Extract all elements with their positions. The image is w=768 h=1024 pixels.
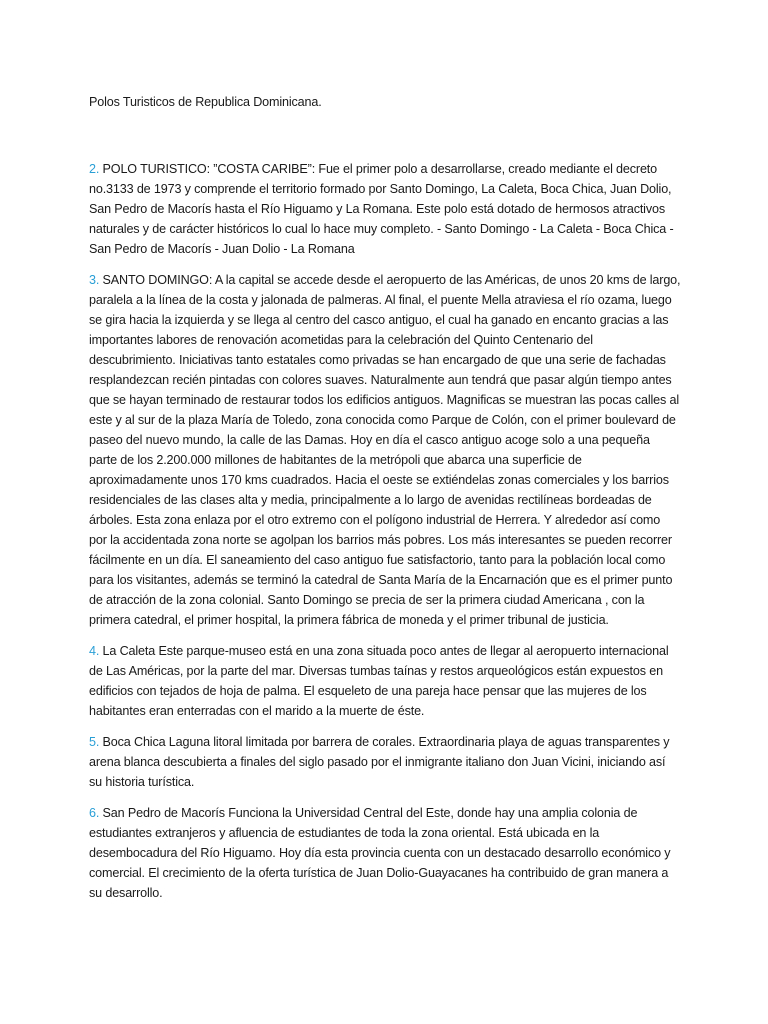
paragraph-text: La Caleta Este parque-museo está en una zona situada poco antes de llegar al aeropuerto internacional de Las Américas, por la parte del mar. Diversas tumbas taínas y restos arqueológicos están expuestos en edificios con tejados de hoja de palma. El esqueleto de una pareja hace pensar que las mujeres de los habitantes eran enterradas con el marido a la muerte de éste.: [89, 644, 669, 718]
paragraph-text: POLO TURISTICO: ”COSTA CARIBE”: Fue el primer polo a desarrollarse, creado mediante el decreto no.3133 de 1973 y comprende el territorio formado por Santo Domingo, La Caleta, Boca Chica, Juan Dolio, San Pedro de Macorís hasta el Río Higuamo y La Romana. Este polo está dotado de hermosos atractivos naturales y de carácter históricos lo cual lo hace muy completo. - Santo Domingo - La Caleta - Boca Chica - San Pedro de Macorís - Juan Dolio - La Romana: [89, 162, 674, 256]
paragraph-text: San Pedro de Macorís Funciona la Universidad Central del Este, donde hay una amplia colonia de estudiantes extranjeros y afluencia de estudiantes de toda la zona oriental. Está ubicada en la desembocadura del Río Higuamo. Hoy día esta provincia cuenta con un destacado desarrollo económico y comercial. El crecimiento de la oferta turística de Juan Dolio-Guayacanes ha contribuido de gran manera a su desarrollo.: [89, 806, 671, 900]
paragraph-number: 3.: [89, 273, 100, 287]
paragraph-costa-caribe: [89, 159, 681, 259]
document-page: [89, 92, 681, 903]
paragraph-boca-chica: [89, 732, 681, 792]
paragraph-number: 6.: [89, 806, 100, 820]
paragraph-number: 4.: [89, 644, 100, 658]
paragraph-text: SANTO DOMINGO: A la capital se accede desde el aeropuerto de las Américas, de unos 20 kms de largo, paralela a la línea de la costa y jalonada de palmeras. Al final, el puente Mella atraviesa el río ozama, luego se gira hacia la izquierda y se llega al centro del casco antiguo, el cual ha ganado en encanto gracias a las importantes labores de renovación acometidas para la celebración del Quinto Centenario del descubrimiento. Iniciativas tanto estatales como privadas se han encargado de que una serie de fachadas resplandezcan recién pintadas con colores suaves. Naturalmente aun tendrá que pasar algún tiempo antes que se hayan terminado de restaurar todos los edificios antiguos. Magnificas se muestran las pocas calles al este y al sur de la plaza María de Toledo, zona conocida como Parque de Colón, con el primer boulevard de paseo del nuevo mundo, la calle de las Damas. Hoy en día el casco antiguo acoge solo a una pequeña parte de los 2.200.000 millones de habitantes de la metrópoli que abarca una superficie de aproximadamente unos 170 kms cuadrados. Hacia el oeste se extiéndelas zonas comerciales y los barrios residenciales de las clases alta y media, principalmente a lo largo de avenidas rectilíneas bordeadas de árboles. Esta zona enlaza por el otro extremo con el polígono industrial de Herrera. Y alrededor así como por la accidentada zona norte se agolpan los barrios más pobres. Los más interesantes se pueden recorrer fácilmente en un día. El saneamiento del caso antiguo fue satisfactorio, tanto para la población local como para los visitantes, además se terminó la catedral de Santa María de la Encarnación que es el primer punto de atracción de la zona colonial. Santo Domingo se precia de ser la primera ciudad Americana , con la primera catedral, el primer hospital, la primera fábrica de moneda y el primer tribunal de justicia.: [89, 273, 681, 627]
paragraph-santo-domingo: [89, 270, 681, 630]
paragraph-number: 5.: [89, 735, 100, 749]
paragraph-number: 2.: [89, 162, 100, 176]
document-title: Polos Turisticos de Republica Dominicana.: [89, 95, 322, 109]
paragraph-text: Boca Chica Laguna litoral limitada por barrera de corales. Extraordinaria playa de aguas transparentes y arena blanca descubierta a finales del siglo pasado por el inmigrante italiano don Juan Vicini, iniciando así su historia turística.: [89, 735, 670, 789]
paragraph-la-caleta: [89, 641, 681, 721]
paragraph-san-pedro: [89, 803, 681, 903]
